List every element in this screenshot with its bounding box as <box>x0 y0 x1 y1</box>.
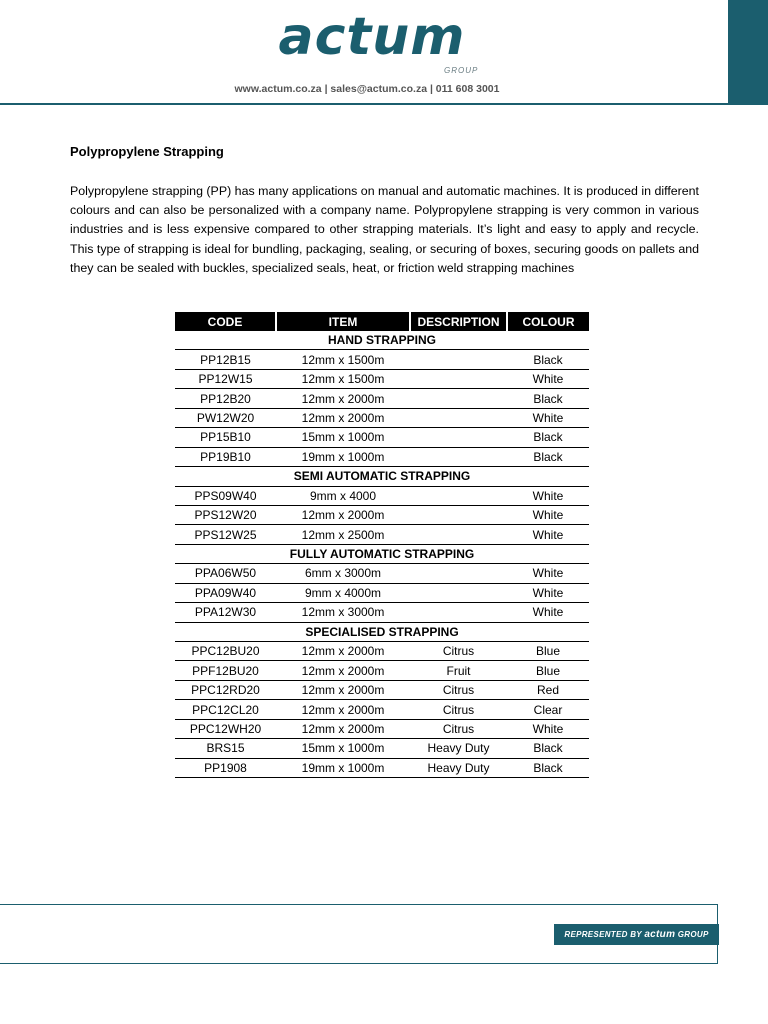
cell-description <box>410 525 507 544</box>
cell-colour: Black <box>507 739 589 758</box>
cell-code: PP1908 <box>175 758 276 777</box>
cell-code: BRS15 <box>175 739 276 758</box>
represented-by-badge <box>554 924 719 945</box>
table-row <box>175 389 589 408</box>
cell-code: PPC12RD20 <box>175 680 276 699</box>
cell-code: PPA06W50 <box>175 564 276 583</box>
table-row <box>175 642 589 661</box>
cell-description: Citrus <box>410 719 507 738</box>
cell-colour: White <box>507 486 589 505</box>
cell-item: 12mm x 1500m <box>276 350 410 369</box>
table-row <box>175 447 589 466</box>
cell-item: 12mm x 2000m <box>276 719 410 738</box>
table-row <box>175 428 589 447</box>
cell-item: 19mm x 1000m <box>276 758 410 777</box>
cell-description: Heavy Duty <box>410 739 507 758</box>
actum-logo: actum <box>278 7 466 67</box>
badge-brand: actum <box>644 929 676 940</box>
section-row <box>175 467 589 486</box>
cell-colour: White <box>507 369 589 388</box>
table-row <box>175 369 589 388</box>
cell-code: PP19B10 <box>175 447 276 466</box>
table-body <box>175 331 589 778</box>
cell-description <box>410 447 507 466</box>
cell-code: PPC12WH20 <box>175 719 276 738</box>
cell-code: PPS12W20 <box>175 505 276 524</box>
section-title: SEMI AUTOMATIC STRAPPING <box>175 467 589 486</box>
cell-code: PPC12BU20 <box>175 642 276 661</box>
cell-colour: Black <box>507 758 589 777</box>
cell-colour: White <box>507 603 589 622</box>
cell-item: 12mm x 2000m <box>276 700 410 719</box>
table-row <box>175 758 589 777</box>
cell-colour: White <box>507 583 589 602</box>
badge-prefix: REPRESENTED BY <box>564 930 645 939</box>
table-header-row <box>175 312 589 331</box>
table-row <box>175 661 589 680</box>
header-description: DESCRIPTION <box>410 312 507 331</box>
cell-colour: White <box>507 408 589 427</box>
cell-colour: Blue <box>507 642 589 661</box>
cell-code: PPS12W25 <box>175 525 276 544</box>
cell-description <box>410 564 507 583</box>
cell-description <box>410 369 507 388</box>
cell-colour: White <box>507 719 589 738</box>
contact-line: www.actum.co.za | sales@actum.co.za | 011 608 3001 <box>234 83 500 95</box>
header-item: ITEM <box>276 312 410 331</box>
cell-item: 12mm x 1500m <box>276 369 410 388</box>
section-row <box>175 622 589 641</box>
table-row <box>175 603 589 622</box>
cell-description <box>410 350 507 369</box>
cell-description <box>410 428 507 447</box>
cell-item: 15mm x 1000m <box>276 428 410 447</box>
cell-item: 12mm x 2000m <box>276 642 410 661</box>
cell-description: Citrus <box>410 680 507 699</box>
cell-colour: Red <box>507 680 589 699</box>
cell-item: 12mm x 3000m <box>276 603 410 622</box>
cell-item: 6mm x 3000m <box>276 564 410 583</box>
intro-paragraph: Polypropylene strapping (PP) has many applications on manual and automatic machines. It is produced in different colours and can also be personalized with a company name. Polypropylene strapping is very common in various industries and is less expensive compared to other strapping materials. It’s light and easy to apply and recycle. This type of strapping is ideal for bundling, packaging, sealing, or securing of boxes, securing goods on pallets and they can be sealed with buckles, specialized seals, heat, or friction weld strapping machines <box>70 184 699 275</box>
cell-code: PW12W20 <box>175 408 276 427</box>
cell-description <box>410 603 507 622</box>
cell-item: 15mm x 1000m <box>276 739 410 758</box>
cell-colour: Black <box>507 428 589 447</box>
header-divider <box>0 103 728 105</box>
header-colour: COLOUR <box>507 312 589 331</box>
badge-suffix: GROUP <box>675 930 709 939</box>
cell-colour: White <box>507 564 589 583</box>
table-row <box>175 564 589 583</box>
cell-item: 12mm x 2000m <box>276 408 410 427</box>
table-row <box>175 408 589 427</box>
cell-code: PP12B15 <box>175 350 276 369</box>
cell-colour: Black <box>507 389 589 408</box>
cell-code: PPA12W30 <box>175 603 276 622</box>
section-row <box>175 331 589 350</box>
cell-description <box>410 486 507 505</box>
cell-description <box>410 505 507 524</box>
table-row <box>175 525 589 544</box>
table-row <box>175 700 589 719</box>
table-row <box>175 350 589 369</box>
header-code: CODE <box>175 312 276 331</box>
cell-item: 12mm x 2500m <box>276 525 410 544</box>
cell-item: 12mm x 2000m <box>276 680 410 699</box>
table-row <box>175 719 589 738</box>
table-row <box>175 680 589 699</box>
page-title: Polypropylene Strapping <box>70 144 224 159</box>
cell-code: PP15B10 <box>175 428 276 447</box>
cell-code: PPC12CL20 <box>175 700 276 719</box>
cell-colour: White <box>507 505 589 524</box>
cell-colour: Black <box>507 350 589 369</box>
product-table <box>175 312 589 778</box>
cell-item: 19mm x 1000m <box>276 447 410 466</box>
cell-description: Citrus <box>410 642 507 661</box>
section-title: SPECIALISED STRAPPING <box>175 622 589 641</box>
cell-code: PPF12BU20 <box>175 661 276 680</box>
table-row <box>175 486 589 505</box>
cell-code: PPA09W40 <box>175 583 276 602</box>
section-row <box>175 544 589 563</box>
cell-item: 12mm x 2000m <box>276 505 410 524</box>
cell-item: 12mm x 2000m <box>276 389 410 408</box>
cell-description: Citrus <box>410 700 507 719</box>
cell-item: 9mm x 4000m <box>276 583 410 602</box>
cell-description <box>410 408 507 427</box>
cell-code: PP12B20 <box>175 389 276 408</box>
section-title: HAND STRAPPING <box>175 331 589 350</box>
cell-code: PP12W15 <box>175 369 276 388</box>
table-row <box>175 505 589 524</box>
cell-description: Fruit <box>410 661 507 680</box>
cell-colour: Blue <box>507 661 589 680</box>
table-row <box>175 739 589 758</box>
cell-item: 12mm x 2000m <box>276 661 410 680</box>
cell-description: Heavy Duty <box>410 758 507 777</box>
logo-group-text: GROUP <box>444 66 479 75</box>
table-row <box>175 583 589 602</box>
cell-colour: Black <box>507 447 589 466</box>
cell-description <box>410 583 507 602</box>
cell-code: PPS09W40 <box>175 486 276 505</box>
section-title: FULLY AUTOMATIC STRAPPING <box>175 544 589 563</box>
cell-colour: White <box>507 525 589 544</box>
cell-colour: Clear <box>507 700 589 719</box>
cell-description <box>410 389 507 408</box>
cell-item: 9mm x 4000 <box>276 486 410 505</box>
